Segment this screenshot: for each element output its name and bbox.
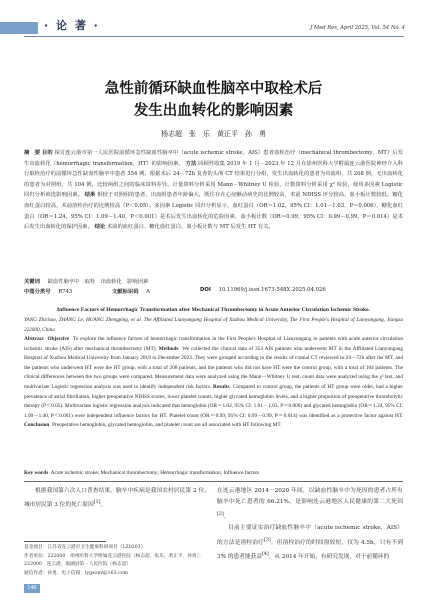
doi-value: 10.11969/j.issn.1673-548X.2025.04.026 xyxy=(218,287,326,293)
citation: [3] xyxy=(263,537,271,543)
header-accent-bar xyxy=(0,22,38,34)
abstract-en-label: Abstract xyxy=(24,336,44,342)
title-cn-line2: 发生出血转化的影响因素 xyxy=(133,103,294,119)
footnote-fund: 基金项目：江苏省连云港市卫生健康科研项目（LZ0201） xyxy=(24,545,146,550)
body-paragraph xyxy=(217,523,403,563)
results-cn-text: 相较于对照组的患者，出血组患者年龄偏大，既往存在心房颤动病史的比例较高，术前 NIHSS 评分较高，血小板计数较低，糖化血红蛋白较高，术前溶栓治疗的比例较高（P＜0.05）。多因素 Logistic 回归分析显示，血红蛋白（OR＝1.02，95% CI：1.01－1.03，P＝0.006）、糖化血红蛋白（OR＝1.24，95% CI：1.09－1.40，P＜0.001）是术后发生出血转化的危险因素，血小板计数（OR＝0.99，95% CI：0.99－0.99，P＝0.014）是术后发生出血转化的保护因素。 xyxy=(24,192,403,231)
results-en-label: Results xyxy=(213,383,230,390)
body-paragraph xyxy=(24,486,210,512)
objective-en-text: To explore the influence factors of hemorrhagic transformation in the First People's Hospital of Lianyungang in patients with acute anterior circulation ischemic stroke (AIS) after mechanical thrombectomy (MT). xyxy=(24,336,404,352)
abstract-en xyxy=(24,335,403,431)
body-text: 在连云港地区 2014－2020 年间，以缺血性脑卒中为死因的患者占所有脑卒中死亡患者的 66.21%，是影响连云港地区人民健康的第二大死因 xyxy=(217,488,403,506)
methods-cn-text: 回顾性收集 2019 年 1 月－2023 年 12 月在徐州医科大学附属连云港医院神经介入科行取栓治疗的前循环急性缺血性脑卒中患者 354 例。根据术后 24－72h 复查的头颅 CT 结果进行分组，发生出血转化的患者为出血组，共 208 例，无出血转化的患者为对照组，共 104 例，比较两组之间的临床资料差异。计量资料分析采用 Mann－Whitney U 检验，计数资料分析采用 χ² 检验，使用多因素 Logistic 回归分析筛选影响因素。 xyxy=(24,160,404,199)
body-text-end: 。 xyxy=(100,502,107,509)
footnote-affiliation: 作者单位：222000 徐州医科大学附属连云港医院（杨志超、张乐、黄正平、孙勇）；222000 连云港，康湖县第一人民医院（杨志超） xyxy=(24,553,204,567)
results-cn-label: 结果 xyxy=(84,192,96,199)
doi-label: DOI xyxy=(200,287,211,293)
objective-en-label: Objective xyxy=(47,336,70,342)
conclusion-en-label: Conclusion xyxy=(24,422,50,429)
article-meta-cn xyxy=(24,277,403,297)
conclusion-cn-label: 结论 xyxy=(94,224,106,231)
abstract-cn-label: 摘 要 xyxy=(24,150,41,156)
body-text: 根据我国第六次人口普查结果，脑卒中疾病是我国农村居民第 2 位、城市居民第 3 位的死亡原因 xyxy=(24,488,210,509)
citation: [2] xyxy=(217,511,224,517)
keywords-en: Acute ischemic stroke; Mechanical thrombectomy; Hemorrhagic transformation; Influence factors xyxy=(50,470,260,476)
clc-value: R743 xyxy=(58,289,73,295)
abstract-cn xyxy=(24,148,403,233)
journal-citation: J Med Res, April 2025, Vol. 54 No. 4 xyxy=(310,25,405,31)
keywords-cn-label: 关键词 xyxy=(24,279,40,285)
citation: [4] xyxy=(261,551,269,557)
keywords-cn: 缺血性脑卒中 取栓 出血转化 影响因素 xyxy=(47,279,149,285)
header-divider xyxy=(24,36,404,37)
authors-en: YANG Zhichao, ZHANG Le, HUANG Zhengping, et al. The Affiliated Lianyungang Hospital of Xuzhou Medical University, The First People's Hospital of Lianyungang, Jiangsu 222000, China xyxy=(24,317,403,333)
objective-cn-label: 目的 xyxy=(41,150,53,156)
keywords-en-block xyxy=(24,469,403,479)
page-header xyxy=(0,0,427,40)
body-text-end: 。 xyxy=(223,513,230,520)
abstract-divider xyxy=(24,481,403,482)
title-cn-line1: 急性前循环缺血性脑卒中取栓术后 xyxy=(104,81,323,97)
objective-cn-text: 探讨连云港市第一人民医院前循环急性缺血性脑卒中（acute ischemic stroke，AIS）患者血栓治疗（mechanical thrombectomy，MT）后发生出血转化（hemorrhagic transformation，HT）的影响因素。 xyxy=(24,150,403,167)
clc-label: 中图分类号 xyxy=(24,289,51,295)
body-text: 。但溶栓治疗的时间窗较短，仅为 4.5h，只有不到 3% 的患者能获益 xyxy=(217,539,404,560)
conclusion-cn-text: 术前的血红蛋白、糖化血红蛋白、血小板计数与 MT 后发生 HT 有关。 xyxy=(106,224,274,231)
conclusion-en-text: Preoperative hemoglobin, glycated hemoglobin, and platelet count are all associated with HT following MT. xyxy=(51,422,282,429)
methods-cn-label: 方法 xyxy=(185,160,197,167)
keywords-en-label: Key words xyxy=(24,470,49,476)
doccode-label: 文献标识码 xyxy=(112,289,139,295)
body-text: 目前主要证实治疗缺血性脑卒中（acute ischemic stroke，AIS）的方法是溶栓治疗 xyxy=(217,525,403,546)
authors-cn: 杨志超 张 乐 黄正平 孙 勇 xyxy=(161,130,266,138)
footnote-contact: 通信作者：孙勇，电子信箱：lygsony@163.com xyxy=(24,570,128,576)
body-text-end: 。从 2014 年开始，有研究发现，对于前循环的 xyxy=(268,553,390,560)
doccode-value: A xyxy=(146,289,151,295)
footnote-divider xyxy=(24,541,106,542)
title-en: Influence Factors of Hemorrhagic Transformation after Mechanical Thrombectomy in Acute Anterior Circulation Ischemic Stroke. xyxy=(57,307,370,313)
citation: [1] xyxy=(93,500,101,506)
methods-en-label: Methods xyxy=(158,345,179,352)
section-label: · 论 著 · xyxy=(44,19,100,32)
body-column-left xyxy=(24,486,210,512)
page-number: 146 xyxy=(24,584,40,593)
methods-en-text: We collected the clinical data of 354 AIS patients who underwent MT in the Affiliated Lianyungang Hospital of Xuzhou Medical University from January 2019 to December 2023. They were grouped according to the results of cranial CT reviewed in 24－72h after the MT, and the patients who underwent HT were the HT group, with a total of 208 patients, and the patients who did not have HT were the control group, with a total of 104 patients. The clinical differences between the two groups were compared. Measurement data were analyzed using the Mann－Whitney U test, count data were analyzed using the χ² test, and multivariate Logistic regression analysis was used to identify independent risk factors. xyxy=(24,345,403,390)
body-column-right xyxy=(217,486,403,563)
body-paragraph xyxy=(217,486,403,523)
results-en-text: Compared to control group, the patients of HT group were older, had a higher prevalence of atrial fibrillation, higher preoperative NIHSS scores, lower platelet counts, higher glycated hemoglobin levels, and a higher proportion of preoperative thrombolytic therapy (P＜0.05). Multivariate logistic regression analysis indicated that hemoglobin (OR＝1.02, 95% CI: 1.01－1.03, P＝0.006) and glycated hemoglobin (OR＝1.24, 95% CI: 1.09－1.40, P＜0.001) were independent influence factors for HT. Platelet count (OR＝0.99, 95% CI: 0.99－0.99, P＝0.014) was identified as a protective factor against HT. xyxy=(24,383,403,419)
footnotes xyxy=(24,544,210,578)
